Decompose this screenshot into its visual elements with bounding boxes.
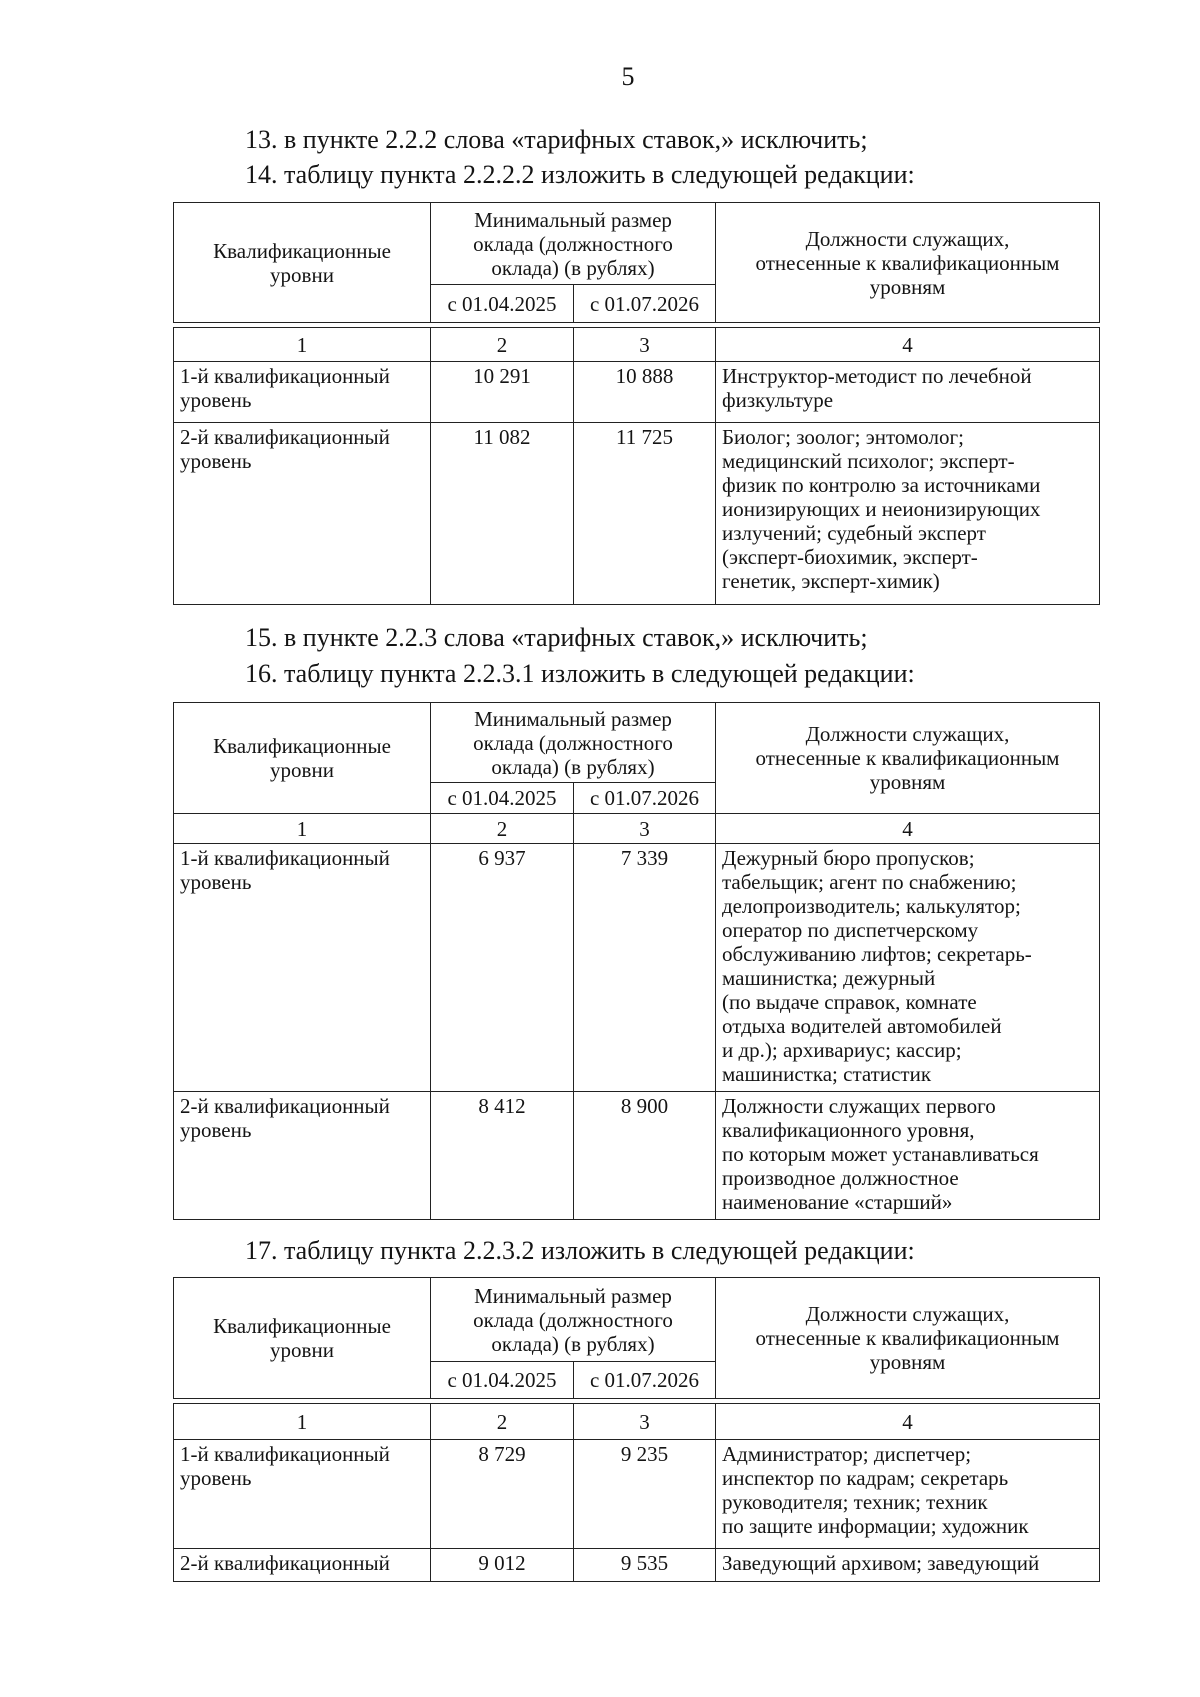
header-positions: Должности служащих, отнесенные к квалификационным уровням: [716, 703, 1100, 814]
level-cell: 1-й квалификационный уровень: [174, 362, 431, 423]
header-levels: Квалификационные уровни: [174, 203, 431, 323]
column-index: 3: [574, 1404, 716, 1440]
salary-2026-cell: 9 535: [574, 1549, 716, 1582]
column-index: 4: [716, 328, 1100, 362]
column-index: 3: [574, 814, 716, 844]
column-index: 1: [174, 814, 431, 844]
table-2-2-3-1: [173, 702, 1100, 1220]
clause-16: 16. таблицу пункта 2.2.3.1 изложить в следующей редакции:: [245, 659, 915, 688]
header-salary: Минимальный размер оклада (должностного оклада) (в рублях): [431, 703, 716, 783]
level-cell: 1-й квалификационный уровень: [174, 1440, 431, 1549]
column-index: 2: [431, 328, 574, 362]
table-row: [174, 1092, 1100, 1220]
positions-cell: Дежурный бюро пропусков; табельщик; агент по снабжению; делопроизводитель; калькулятор; оператор по диспетчерскому обслуживанию лифтов; секретарь- машинистка; дежурный (по выдаче справок, комнате отдыха водителей автомобилей и др.); архивариус; кассир; машинистка; статистик: [716, 844, 1100, 1092]
level-cell: 1-й квалификационный уровень: [174, 844, 431, 1092]
clause-15: 15. в пункте 2.2.3 слова «тарифных ставок,» исключить;: [245, 623, 868, 652]
header-salary: Минимальный размер оклада (должностного оклада) (в рублях): [431, 1278, 716, 1362]
table-row: [174, 423, 1100, 605]
salary-2025-cell: 11 082: [431, 423, 574, 605]
salary-2025-cell: 8 412: [431, 1092, 574, 1220]
header-positions: Должности служащих, отнесенные к квалификационным уровням: [716, 1278, 1100, 1399]
column-index: 2: [431, 1404, 574, 1440]
column-index: 4: [716, 814, 1100, 844]
level-cell: 2-й квалификационный уровень: [174, 1092, 431, 1220]
positions-cell: Заведующий архивом; заведующий: [716, 1549, 1100, 1582]
salary-2026-cell: 8 900: [574, 1092, 716, 1220]
salary-2026-cell: 7 339: [574, 844, 716, 1092]
header-date-2026: с 01.07.2026: [574, 1362, 716, 1399]
level-cell: 2-й квалификационный уровень: [174, 423, 431, 605]
positions-cell: Администратор; диспетчер; инспектор по кадрам; секретарь руководителя; техник; техник по защите информации; художник: [716, 1440, 1100, 1549]
header-date-2026: с 01.07.2026: [574, 783, 716, 814]
clause-14: 14. таблицу пункта 2.2.2.2 изложить в следующей редакции:: [245, 160, 915, 189]
salary-2025-cell: 8 729: [431, 1440, 574, 1549]
table-2-2-2-2: [173, 202, 1100, 605]
salary-2026-cell: 9 235: [574, 1440, 716, 1549]
header-positions: Должности служащих, отнесенные к квалификационным уровням: [716, 203, 1100, 323]
table-row: [174, 844, 1100, 1092]
positions-cell: Биолог; зоолог; энтомолог; медицинский психолог; эксперт- физик по контролю за источниками ионизирующих и неионизирующих излучений; судебный эксперт (эксперт-биохимик, эксперт- генетик, эксперт-химик): [716, 423, 1100, 605]
clause-17: 17. таблицу пункта 2.2.3.2 изложить в следующей редакции:: [245, 1236, 915, 1265]
header-date-2025: с 01.04.2025: [431, 1362, 574, 1399]
salary-2025-cell: 6 937: [431, 844, 574, 1092]
column-index: 4: [716, 1404, 1100, 1440]
positions-cell: Должности служащих первого квалификационного уровня, по которым может устанавливаться производное должностное наименование «старший»: [716, 1092, 1100, 1220]
header-levels: Квалификационные уровни: [174, 1278, 431, 1399]
header-date-2025: с 01.04.2025: [431, 285, 574, 323]
salary-2025-cell: 10 291: [431, 362, 574, 423]
header-levels: Квалификационные уровни: [174, 703, 431, 814]
header-date-2025: с 01.04.2025: [431, 783, 574, 814]
column-index: 3: [574, 328, 716, 362]
header-date-2026: с 01.07.2026: [574, 285, 716, 323]
column-index: 1: [174, 1404, 431, 1440]
header-salary: Минимальный размер оклада (должностного оклада) (в рублях): [431, 203, 716, 285]
salary-2025-cell: 9 012: [431, 1549, 574, 1582]
table-row: [174, 1440, 1100, 1549]
level-cell: 2-й квалификационный: [174, 1549, 431, 1582]
salary-2026-cell: 10 888: [574, 362, 716, 423]
column-index: 1: [174, 328, 431, 362]
clause-13: 13. в пункте 2.2.2 слова «тарифных ставок,» исключить;: [245, 125, 868, 154]
table-row: [174, 1549, 1100, 1582]
page-number: 5: [621, 62, 635, 91]
positions-cell: Инструктор-методист по лечебной физкультуре: [716, 362, 1100, 423]
column-index: 2: [431, 814, 574, 844]
salary-2026-cell: 11 725: [574, 423, 716, 605]
table-2-2-3-2: [173, 1277, 1100, 1582]
table-row: [174, 362, 1100, 423]
